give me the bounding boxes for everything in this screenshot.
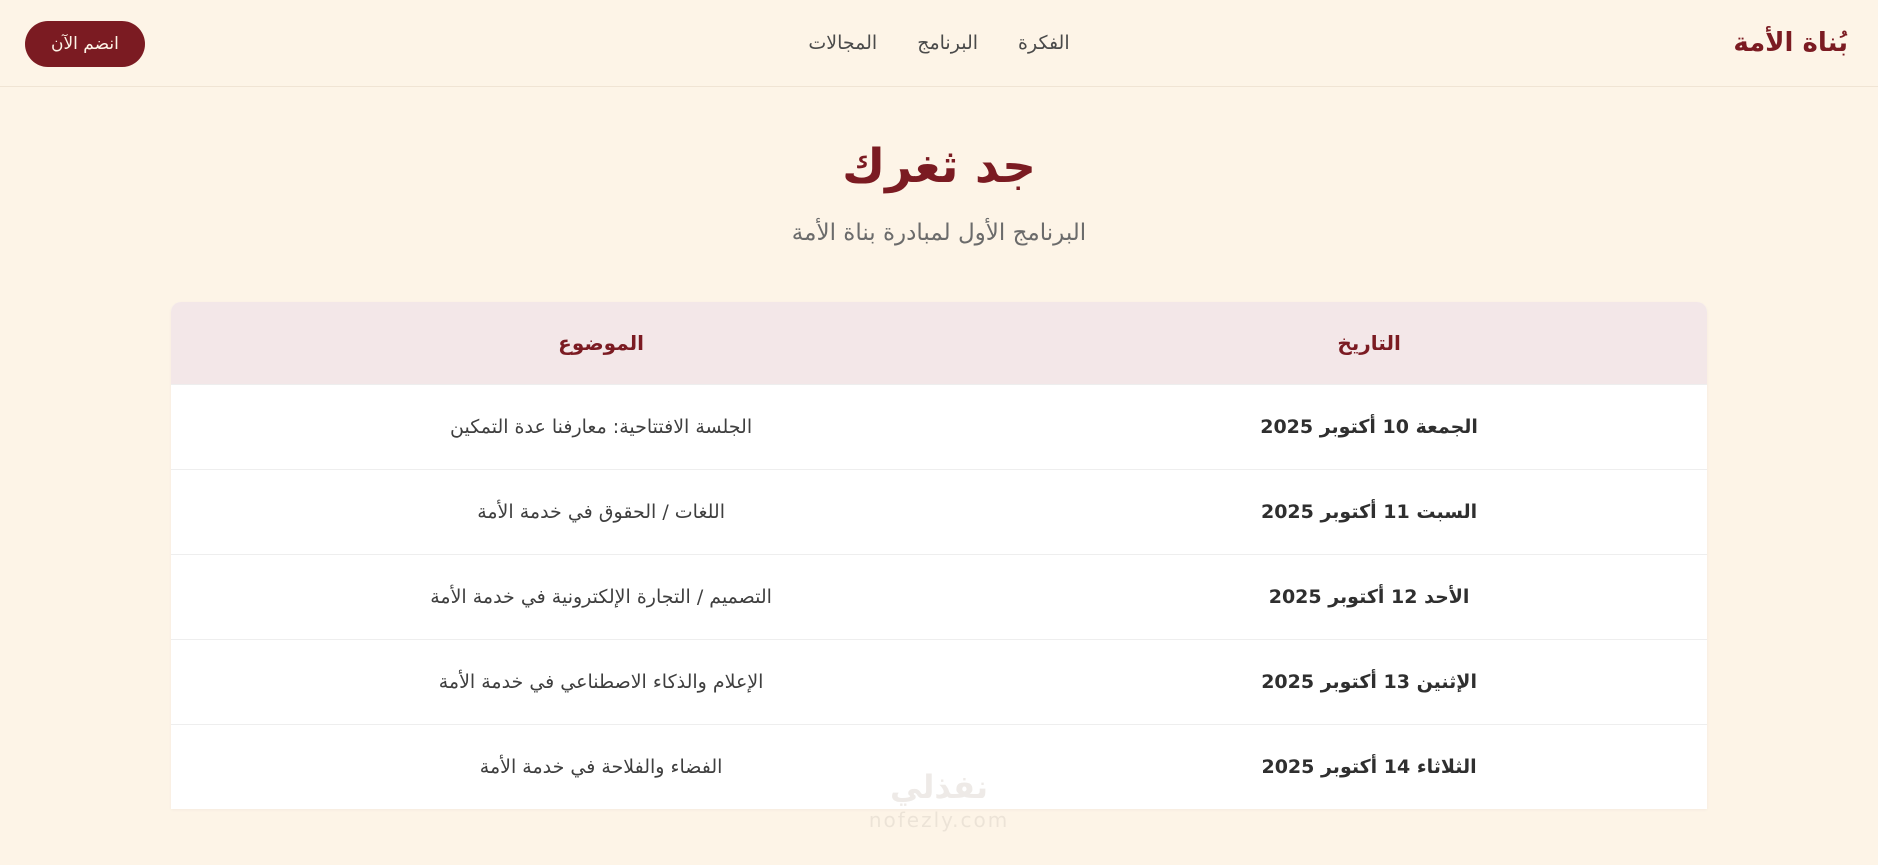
schedule-table xyxy=(171,302,1707,809)
schedule-table-body xyxy=(171,385,1707,810)
cell-date: الإثنين 13 أكتوبر 2025 xyxy=(1031,640,1707,725)
table-row xyxy=(171,640,1707,725)
watermark-latin-text: nofezly.com xyxy=(868,808,1010,832)
table-row xyxy=(171,385,1707,470)
hero-section xyxy=(0,87,1878,246)
cell-date: الجمعة 10 أكتوبر 2025 xyxy=(1031,385,1707,470)
column-header-topic: الموضوع xyxy=(171,302,1031,385)
table-row xyxy=(171,470,1707,555)
table-header-row xyxy=(171,302,1707,385)
cell-topic: التصميم / التجارة الإلكترونية في خدمة الأمة xyxy=(171,555,1031,640)
nav-item-idea[interactable]: الفكرة xyxy=(1018,32,1070,54)
cell-topic: الإعلام والذكاء الاصطناعي في خدمة الأمة xyxy=(171,640,1031,725)
site-header xyxy=(0,0,1878,87)
join-now-button[interactable]: انضم الآن xyxy=(25,21,145,67)
watermark-arabic-text: نفذلي xyxy=(890,768,988,806)
page-title: جد ثغرك xyxy=(842,139,1036,194)
table-row xyxy=(171,555,1707,640)
cell-date: الأحد 12 أكتوبر 2025 xyxy=(1031,555,1707,640)
table-row xyxy=(171,725,1707,810)
main-navigation xyxy=(0,0,1878,86)
nav-item-program[interactable]: البرنامج xyxy=(917,32,979,54)
nav-item-fields[interactable]: المجالات xyxy=(808,32,878,54)
schedule-table-head xyxy=(171,302,1707,385)
cell-topic: الجلسة الافتتاحية: معارفنا عدة التمكين xyxy=(171,385,1031,470)
column-header-date: التاريخ xyxy=(1031,302,1707,385)
brand-logo[interactable]: بُناة الأمة xyxy=(1733,28,1848,58)
cell-date: الثلاثاء 14 أكتوبر 2025 xyxy=(1031,725,1707,810)
schedule-table-container xyxy=(171,302,1707,809)
cell-topic: الفضاء والفلاحة في خدمة الأمة xyxy=(171,725,1031,810)
page-subtitle: البرنامج الأول لمبادرة بناة الأمة xyxy=(791,220,1087,247)
cell-topic: اللغات / الحقوق في خدمة الأمة xyxy=(171,470,1031,555)
cell-date: السبت 11 أكتوبر 2025 xyxy=(1031,470,1707,555)
